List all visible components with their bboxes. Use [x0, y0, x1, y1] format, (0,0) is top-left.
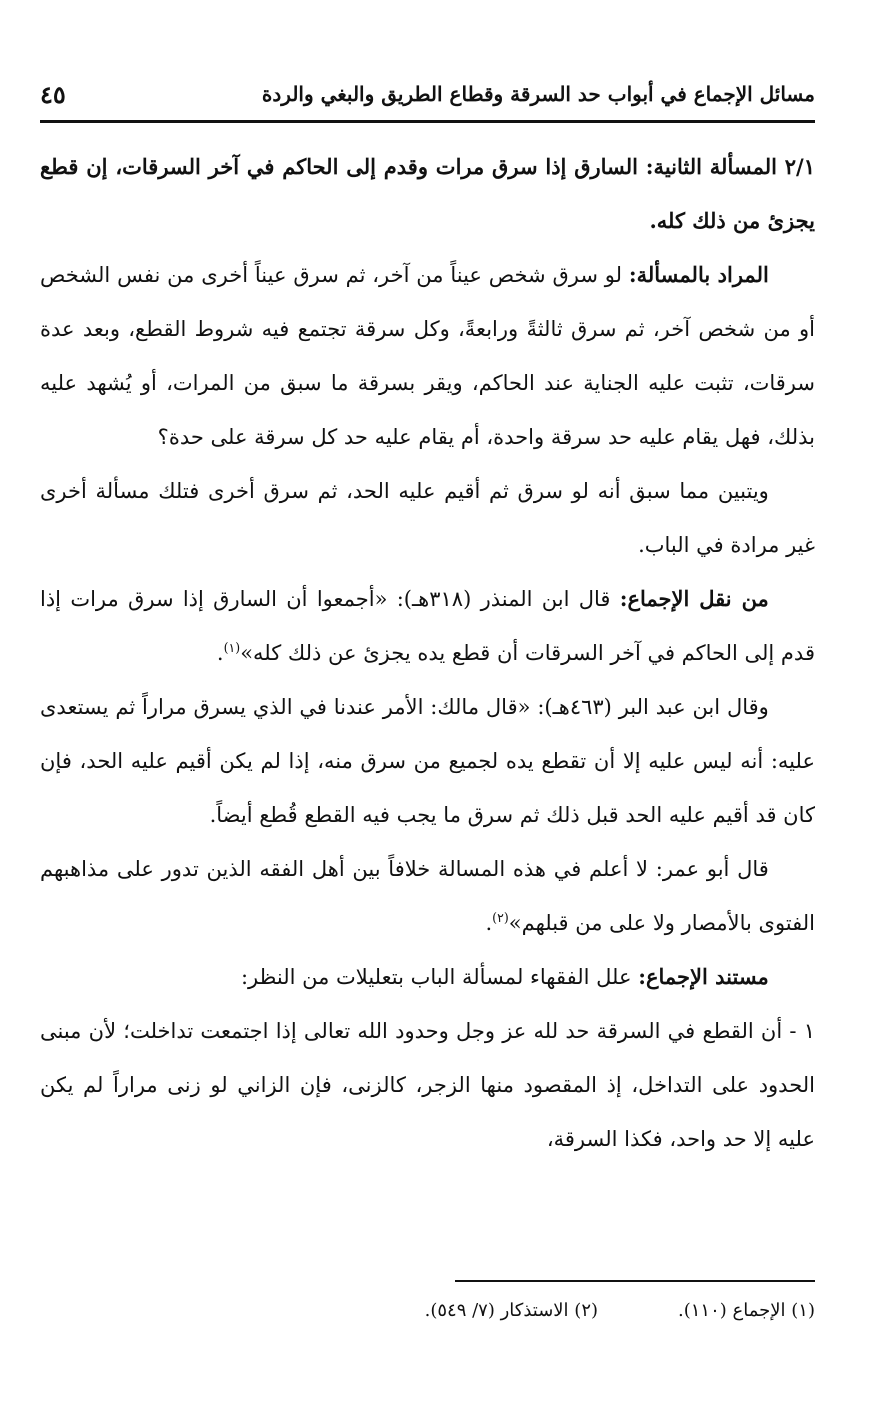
footnote-rule [455, 1280, 815, 1282]
text-basis: علل الفقهاء لمسألة الباب بتعليلات من النظر: [240, 965, 639, 989]
page-number: ٤٥ [40, 79, 66, 109]
text-intent: لو سرق شخص عيناً من آخر، ثم سرق عيناً أخرى من نفس الشخص أو من شخص آخر، ثم سرق ثالثةً ورابعةً، وكل سرقة تجتمع فيه شروط القطع، وبعد عدة سرقات، تثبت عليه الجناية عند الحاكم، ويقر بسرقة ما سبق من المرات، أو يُشهد عليه بذلك، فهل يقام عليه حد سرقة واحدة، أم يقام عليه حد كل سرقة على حدة؟ [40, 263, 815, 449]
text-transmitters: قال ابن المنذر (٣١٨هـ): «أجمعوا أن السارق إذا سرق مرات إذا قدم إلى الحاكم في آخر السرقات أن قطع يده يجزئ عن ذلك كله» [40, 587, 815, 665]
running-header [40, 70, 815, 118]
footnote-ref-1[interactable]: (١) [223, 640, 241, 655]
paragraph-basis [40, 950, 815, 1004]
footnotes [40, 1300, 815, 1321]
footnote-ref-2[interactable]: (٢) [492, 910, 509, 925]
paragraph-intent [40, 248, 815, 464]
lead-transmitters: من نقل الإجماع: [619, 586, 769, 611]
footnote-1: (١) الإجماع (١١٠). [678, 1300, 815, 1321]
lead-basis: مستند الإجماع: [638, 964, 769, 989]
issue-title: ٢/١ المسألة الثانية: السارق إذا سرق مرات وقدم إلى الحاكم في آخر السرقات، إن قطع يجزئ من ذلك كله. [40, 154, 815, 233]
paragraph-clarification: ويتبين مما سبق أنه لو سرق ثم أقيم عليه الحد، ثم سرق أخرى فتلك مسألة أخرى غير مرادة في الباب. [40, 479, 815, 557]
header-title: مسائل الإجماع في أبواب حد السرقة وقطاع الطريق والبغي والردة [261, 82, 815, 106]
footnote-2: (٢) الاستذكار (٧/ ٥٤٩). [424, 1300, 599, 1321]
lead-intent: المراد بالمسألة: [628, 262, 769, 287]
body-text [40, 140, 815, 1166]
header-rule [40, 120, 815, 123]
paragraph-ibn-abd-albar: وقال ابن عبد البر (٤٦٣هـ): «قال مالك: الأمر عندنا في الذي يسرق مراراً ثم يستعدى عليه: أنه ليس عليه إلا أن تقطع يده لجميع من سرق منه، إذا لم يكن أقيم عليه الحد، فإن كان قد أقيم عليه الحد قبل ذلك ثم سرق ما يجب فيه القطع قُطع أيضاً. [40, 695, 815, 827]
paragraph-consensus-transmitters: من نقل الإجماع: قال ابن المنذر (٣١٨هـ): «أجمعوا أن السارق إذا سرق مرات إذا قدم إلى الحاكم في آخر السرقات أن قطع يده يجزئ عن ذلك كله»$^{(١)}$. [40, 586, 815, 665]
paragraph-abu-umar: قال أبو عمر: لا أعلم في هذه المسالة خلافاً بين أهل الفقه الذين تدور على مذاهبهم الفتوى بالأمصار ولا على من قبلهم»$^{(٢)}$. [40, 857, 815, 935]
text-abu-umar: قال أبو عمر: لا أعلم في هذه المسالة خلافاً بين أهل الفقه الذين تدور على مذاهبهم الفتوى بالأمصار ولا على من قبلهم» [40, 857, 815, 935]
paragraph-point-1: ١ - أن القطع في السرقة حد لله عز وجل وحدود الله تعالى إذا اجتمعت تداخلت؛ لأن مبنى الحدود على التداخل، إذ المقصود منها الزجر، كالزنى، فإن الزاني لو زنى مراراً لم يكن عليه إلا حد واحد، فكذا السرقة، [40, 1019, 815, 1151]
